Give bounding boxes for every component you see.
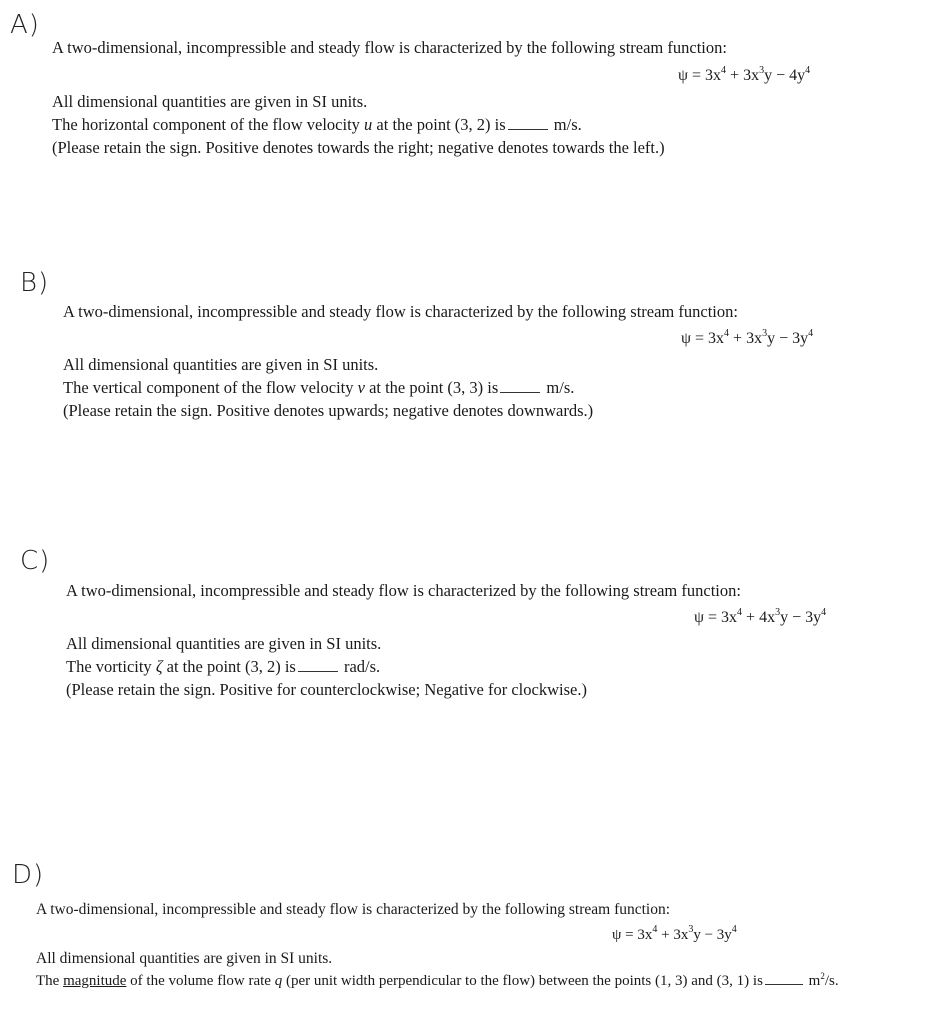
answer-blank-b[interactable] — [500, 378, 540, 393]
problem-label-b: B) — [20, 268, 50, 298]
problem-a-equation: $\psi = 3x^4 + 3x^3y - 4y^4$ — [678, 65, 811, 84]
problem-d-equation: $\psi = 3x^4 + 3x^3y - 3y^4$ — [612, 924, 737, 943]
problem-c-body — [66, 632, 587, 701]
problem-a-body — [52, 90, 665, 159]
problem-b-body — [63, 353, 593, 422]
problem-d-intro: A two-dimensional, incompressible and steady flow is characterized by the following stream function: — [36, 901, 671, 918]
answer-blank-a[interactable] — [508, 115, 548, 130]
problem-a-note: (Please retain the sign. Positive denotes towards the right; negative denotes towards the left.) — [52, 138, 665, 157]
problem-b-intro: A two-dimensional, incompressible and steady flow is characterized by the following stream function: — [63, 302, 738, 321]
problem-c-intro: A two-dimensional, incompressible and steady flow is characterized by the following stream function: — [66, 581, 741, 600]
problem-d — [36, 899, 670, 921]
answer-blank-c[interactable] — [298, 657, 338, 672]
problem-label-a: A) — [10, 10, 40, 40]
problem-a-intro: A two-dimensional, incompressible and steady flow is characterized by the following stream function: — [52, 38, 727, 57]
problem-c-question: The vorticity ζ at the point (3, 2) is rad/s. — [66, 657, 381, 676]
problem-label-c: C) — [20, 546, 51, 576]
problem-c-equation: $\psi = 3x^4 + 4x^3y - 3y^4$ — [694, 607, 827, 626]
problem-d-units: All dimensional quantities are given in SI units. — [36, 950, 333, 967]
answer-blank-d[interactable] — [765, 970, 803, 985]
problem-a-question: The horizontal component of the flow velocity u at the point (3, 2) is m/s. — [52, 115, 582, 134]
problem-b — [63, 300, 738, 323]
problem-a-units: All dimensional quantities are given in SI units. — [52, 92, 368, 111]
problem-b-units: All dimensional quantities are given in SI units. — [63, 355, 379, 374]
problem-c-note: (Please retain the sign. Positive for counterclockwise; Negative for clockwise.) — [66, 680, 587, 699]
problem-c-units: All dimensional quantities are given in SI units. — [66, 634, 382, 653]
problem-c — [66, 579, 741, 602]
problem-a — [52, 36, 727, 59]
problem-b-equation: $\psi = 3x^4 + 3x^3y - 3y^4$ — [681, 328, 814, 347]
problem-b-note: (Please retain the sign. Positive denotes upwards; negative denotes downwards.) — [63, 401, 594, 420]
problem-d-body — [36, 948, 839, 992]
problem-label-d: D) — [12, 860, 45, 890]
problem-d-question: The magnitude of the volume flow rate q (per unit width perpendicular to the flow) between the points (1, 3) and (3, 1) is $m^2/s$. — [36, 971, 839, 989]
problem-b-question: The vertical component of the flow velocity v at the point (3, 3) is m/s. — [63, 378, 575, 397]
